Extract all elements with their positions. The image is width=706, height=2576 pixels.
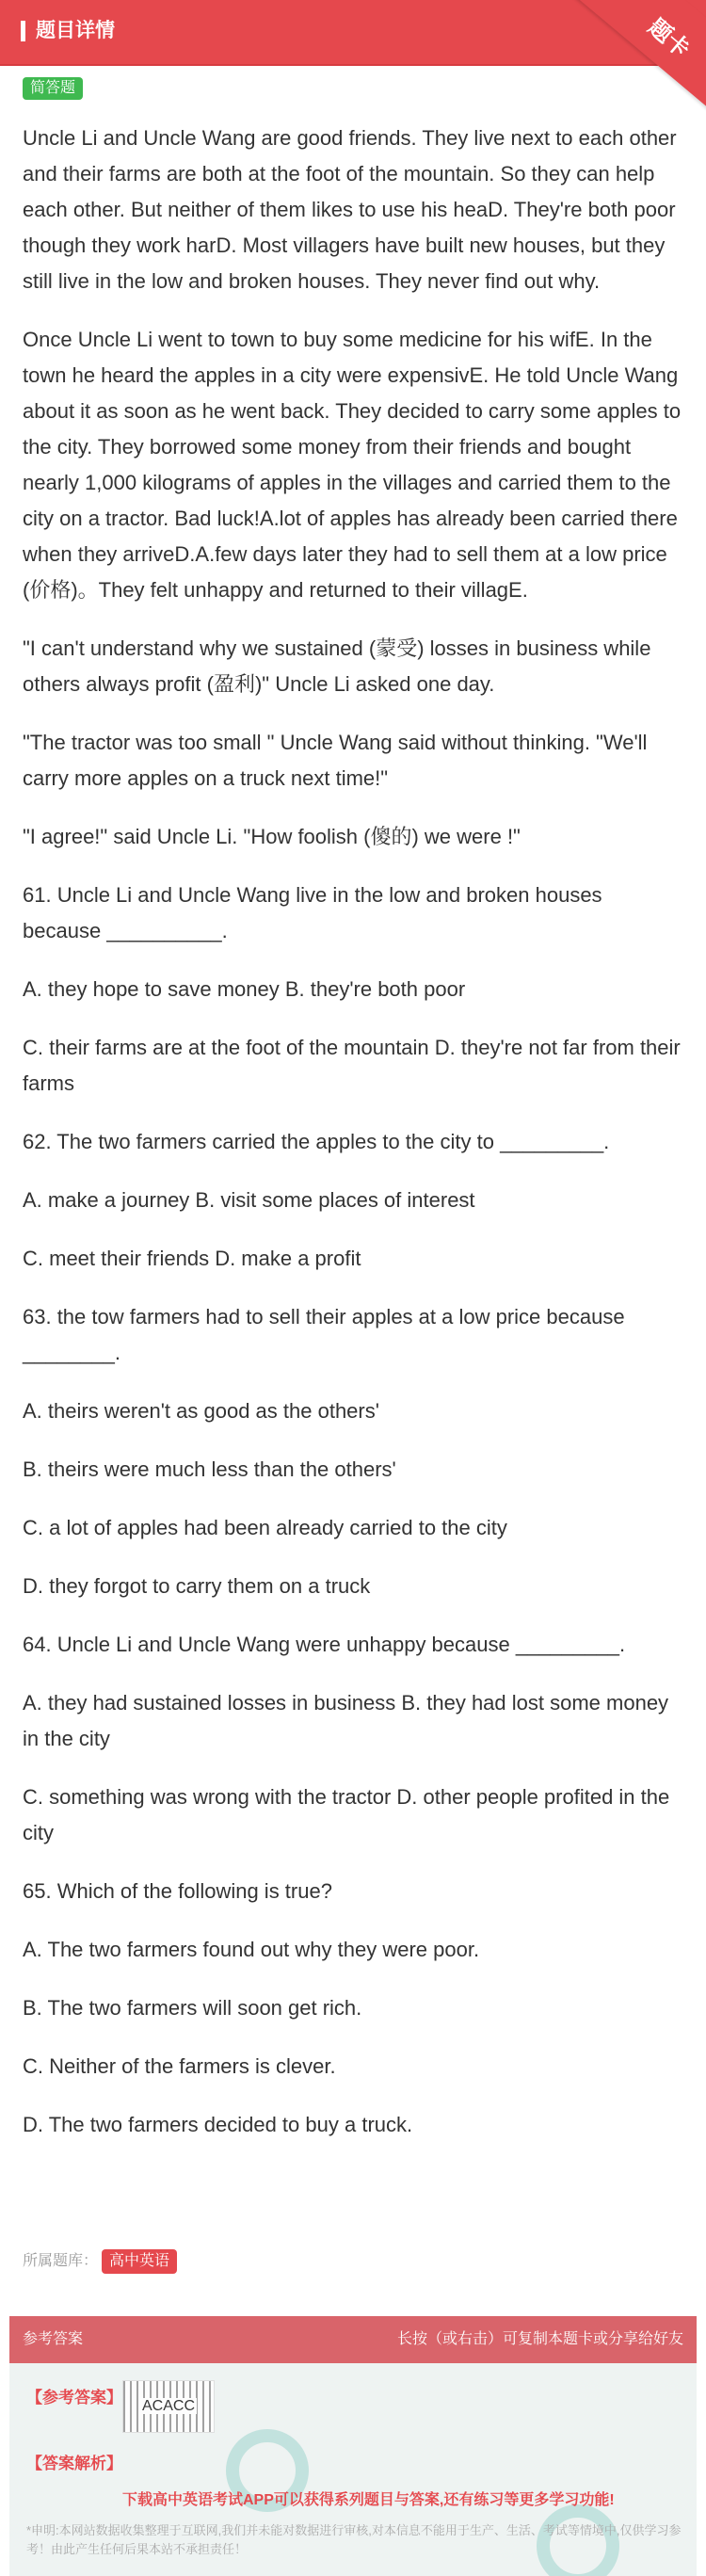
bank-label: 所属题库： [23,2253,99,2269]
content-paragraph: C. their farms are at the foot of the mountain D. they're not far from their farms [23,1036,681,1095]
content-paragraph: Once Uncle Li went to town to buy some medicine for his wifE. In the town he heard the apples in a city were expensivE. He told Uncle Wang about it as soon as he went back. They decided to carry some apples to the city. They borrowed some money from their friends and bought nearly 1,000 kilograms of apples in the villages and carried them to the city on a tractor. Bad luck!A.lot of apples has already been carried there when they arriveD.A.few days later they had to sell them at a low price (价格)。They felt unhappy and returned to their villagE. [23,328,682,602]
download-app-link[interactable]: 下载高中英语考试APP可以获得系列题目与答案,还有练习等更多学习功能! [122,2492,615,2508]
content-paragraph: A. theirs weren't as good as the others' [23,1399,379,1423]
content-paragraph: C. something was wrong with the tractor D. other people profited in the city [23,1785,670,1844]
disclaimer-note: *申明:本网站数据收集整理于互联网,我们并未能对数据进行审核,对本信息不能用于生产、生活、考试等情境中,仅供学习参考！由此产生任何后果本站不承担责任！ [26,2523,682,2556]
content-paragraph: C. meet their friends D. make a profit [23,1247,361,1270]
ribbon-label: 题卡 [643,14,695,63]
content-paragraph: "The tractor was too small " Uncle Wang said without thinking. "We'll carry more apples on a truck next time!" [23,731,648,790]
content-paragraph: 61. Uncle Li and Uncle Wang live in the low and broken houses because __________. [23,883,602,942]
reference-answer-value: ACACC [122,2380,215,2433]
content-paragraph: A. The two farmers found out why they were poor. [23,1938,480,1961]
content-paragraph: Uncle Li and Uncle Wang are good friends. They live next to each other and their farms are both at the foot of the mountain. So they can help each other. But neither of them likes to use his heaD. They're both poor though they work harD. Most villagers have built new houses, but they still live in the low and broken houses. They never find out why. [23,126,677,293]
content-paragraph: 62. The two farmers carried the apples to the city to _________. [23,1130,610,1153]
content-paragraph: D. they forgot to carry them on a truck [23,1574,371,1598]
content-paragraph: B. The two farmers will soon get rich. [23,1996,362,2020]
reference-answer-label: 【参考答案】 [26,2389,122,2407]
answer-header-hint: 长按（或右击）可复制本题卡或分享给好友 [396,2331,683,2347]
content-paragraph: 63. the tow farmers had to sell their apples at a low price because ________. [23,1305,625,1364]
content-paragraph: B. theirs were much less than the others' [23,1457,396,1481]
bank-tag[interactable]: 高中英语 [102,2249,177,2274]
content-paragraph: A. they had sustained losses in business B. they had lost some money in the city [23,1691,669,1750]
header-accent-bar [21,21,25,41]
content-paragraph: C. a lot of apples had been already carried to the city [23,1516,507,1539]
question-type-badge: 简答题 [23,77,83,100]
page-title: 题目详情 [36,20,115,41]
content-paragraph: A. they hope to save money B. they're both poor [23,977,466,1001]
question-content [23,121,682,2165]
content-paragraph: 64. Uncle Li and Uncle Wang were unhappy because _________. [23,1633,626,1656]
content-paragraph: 65. Which of the following is true? [23,1879,332,1903]
answer-header-title: 参考答案 [23,2331,84,2347]
content-paragraph: "I can't understand why we sustained (蒙受) losses in business while others always profit (盈利)" Uncle Li asked one day. [23,636,651,696]
content-paragraph: "I agree!" said Uncle Li. "How foolish (傻的) we were !" [23,825,521,848]
question-bank [23,2248,177,2275]
analysis-label: 【答案解析】 [26,2455,122,2472]
answer-header-bar [9,2316,697,2363]
content-paragraph: C. Neither of the farmers is clever. [23,2054,336,2078]
content-paragraph: A. make a journey B. visit some places of interest [23,1188,475,1212]
content-paragraph: D. The two farmers decided to buy a truck. [23,2113,413,2136]
answer-body [9,2363,697,2576]
